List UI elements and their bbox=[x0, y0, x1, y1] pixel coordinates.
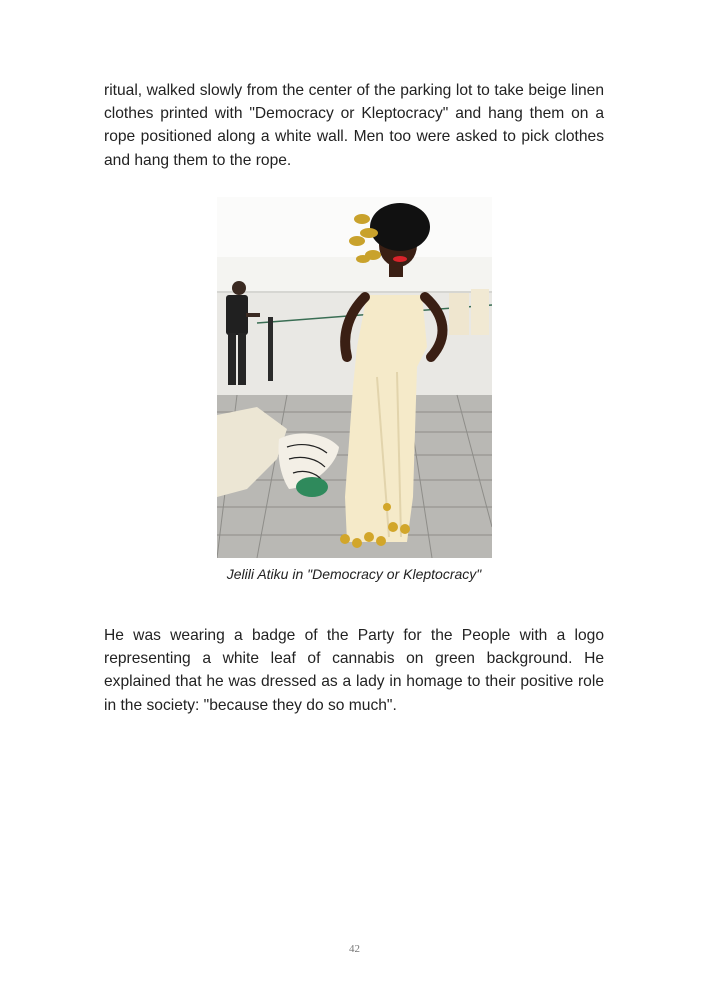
page-number: 42 bbox=[349, 943, 360, 955]
performance-photo bbox=[217, 197, 492, 558]
body-paragraph-2: He was wearing a badge of the Party for the People with a logo representing a white leaf of cannabis on green background. He explained that he was dressed as a lady in homage to their positive role in the society: "because they do so much". bbox=[104, 627, 604, 714]
figure-caption: Jelili Atiku in "Democracy or Kleptocracy" bbox=[226, 566, 482, 582]
body-paragraph-1: ritual, walked slowly from the center of the parking lot to take beige linen clothes printed with "Democracy or Kleptocracy" and hang them on a rope positioned along a white wall. Men too were asked to pick clothes and hang them to the rope. bbox=[104, 82, 604, 169]
